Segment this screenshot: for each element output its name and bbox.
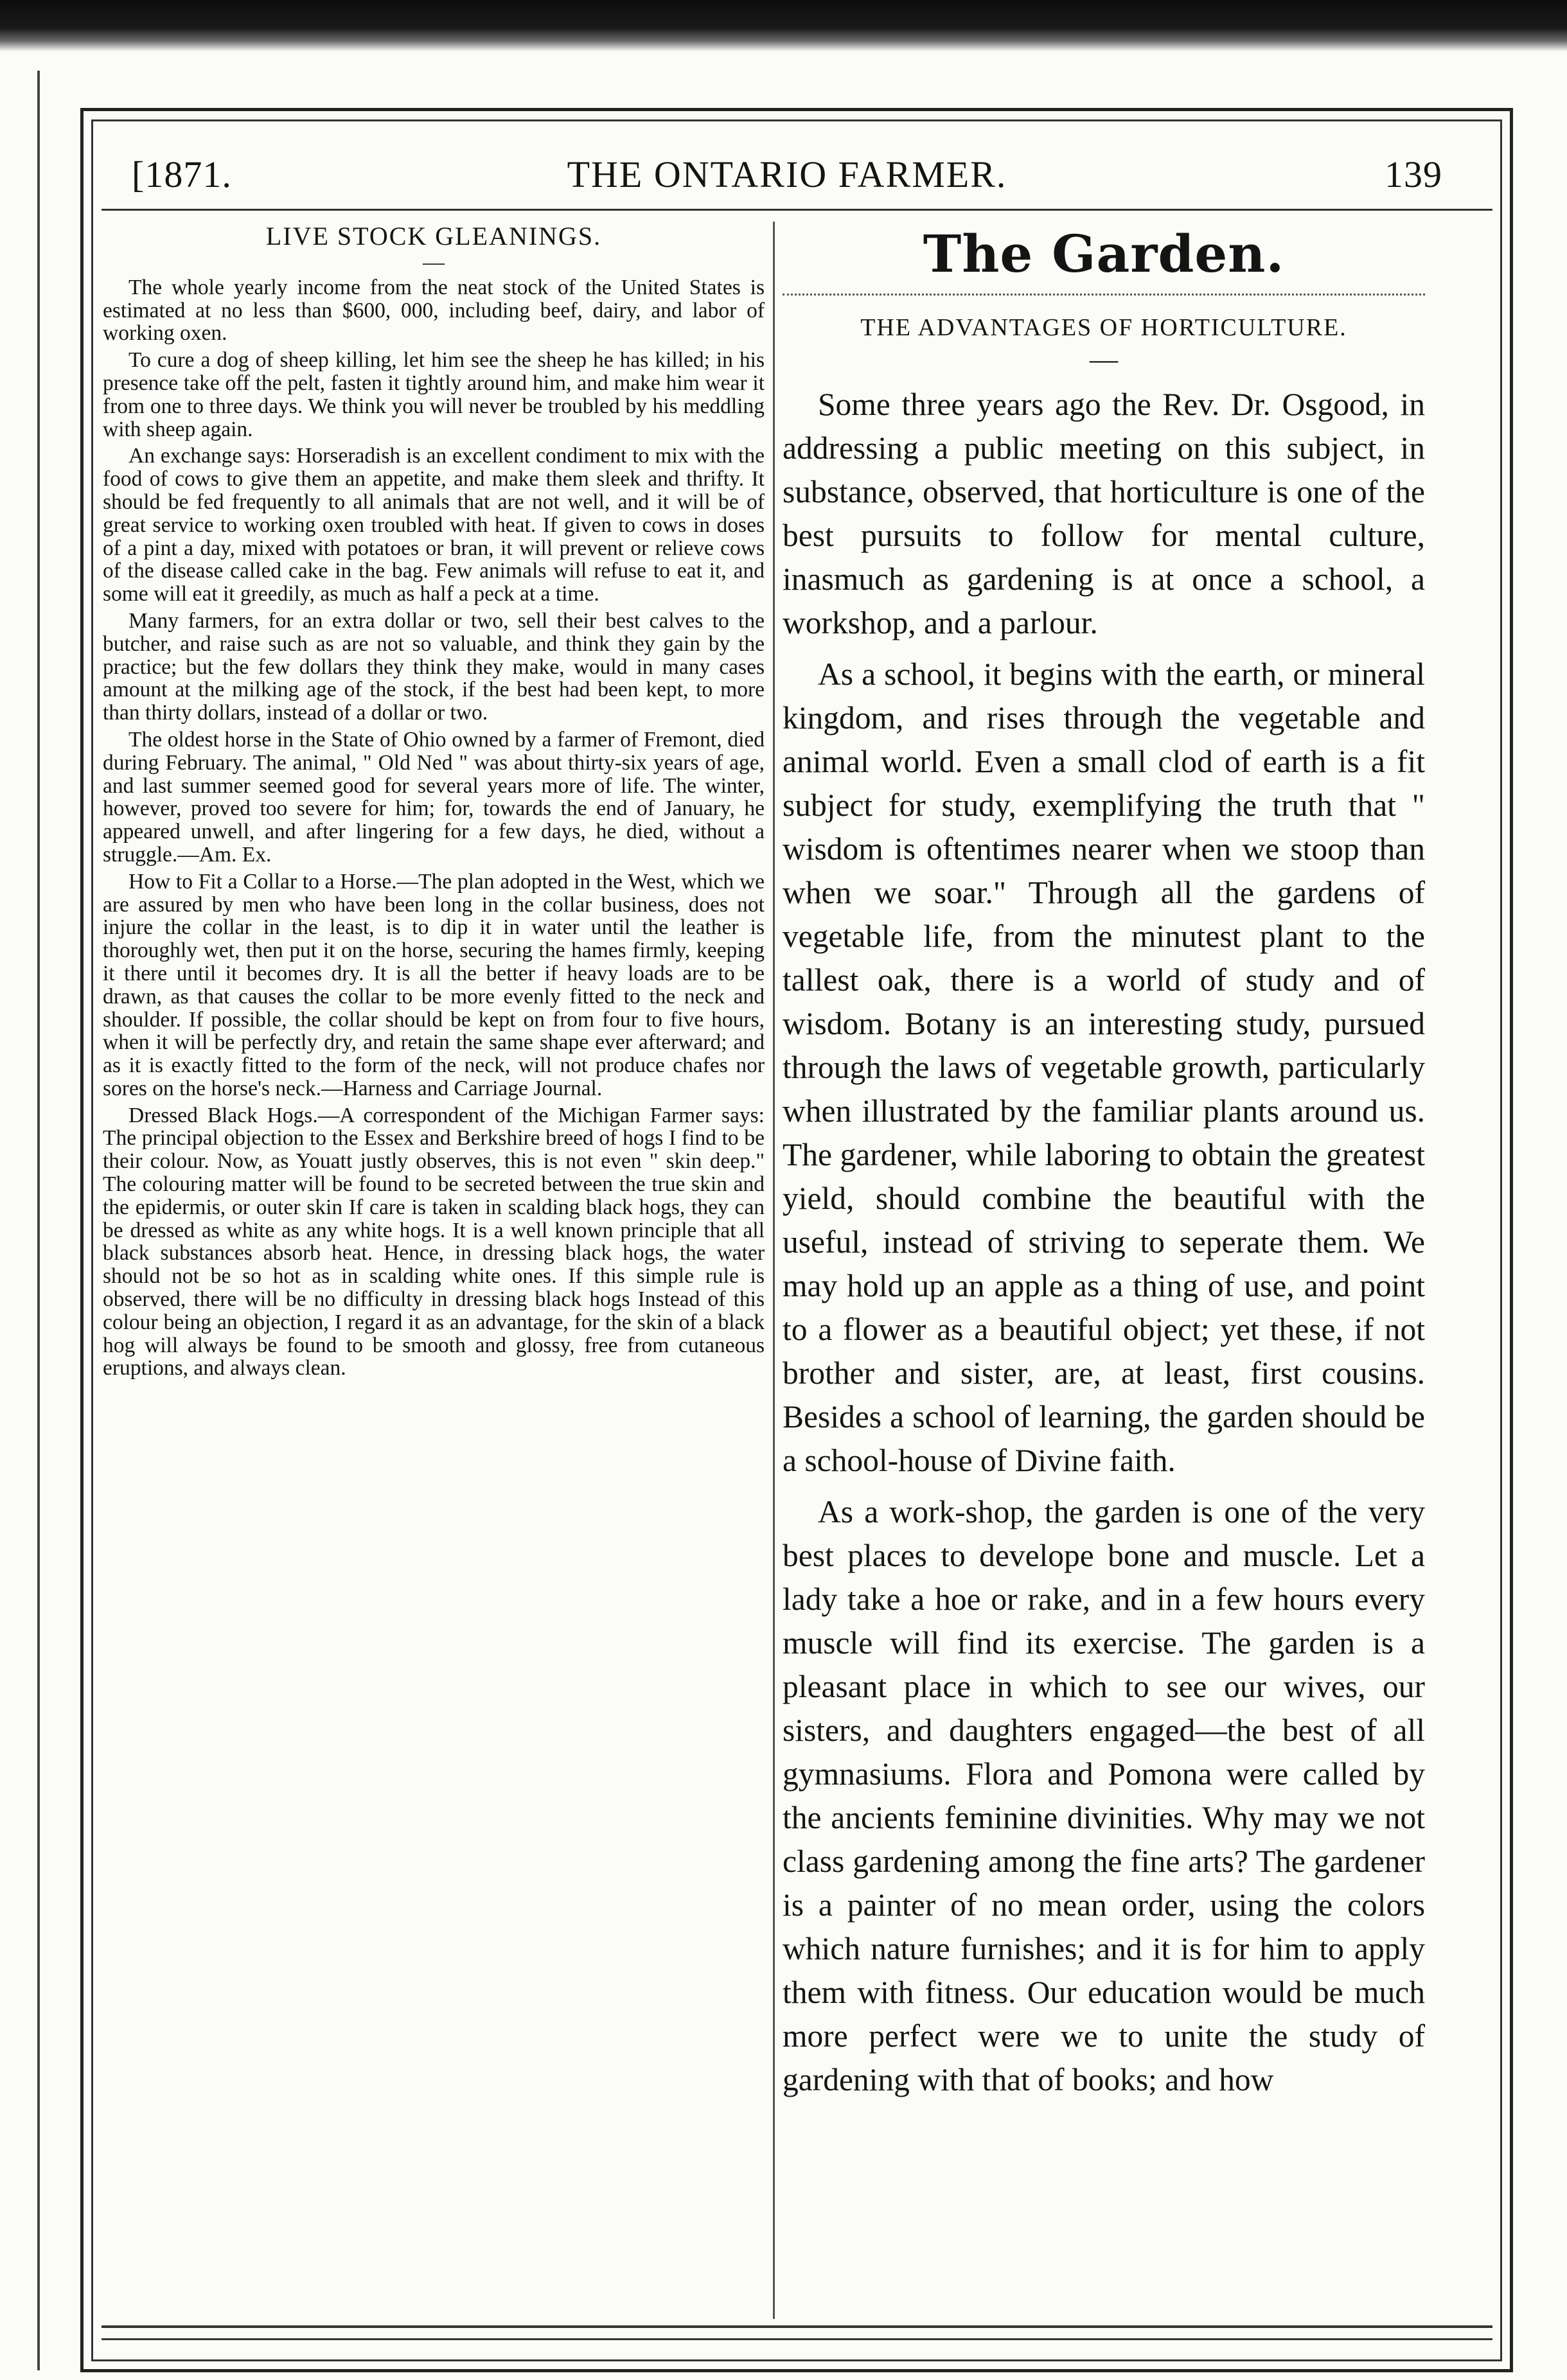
paragraph: As a work-shop, the garden is one of the very best places to develope bone and muscle. Let a lady take a hoe or rake, and in a few hours every muscle will find its exercise. The garden is a pleasant place in which to see our wives, our sisters, and daughters engaged—the best of all gymnasiums. Flora and Pomona were called by the ancients feminine divinities. Why may we not class gardening among the fine arts? The gardener is a painter of no mean order, using the colors which nature furnishes; and it is for him to apply them with fitness. Our education would be much more perfect were we to unite the study of gardening with that of books; and how (783, 1494, 1425, 2097)
paragraph: Dressed Black Hogs.—A correspondent of the Michigan Farmer says: The principal objection to the Essex and Berkshire breed of hogs I find to be their colour. Now, as Youatt justly observes, this is not even " skin deep." The colouring matter will be found to be secreted between the true skin and the epidermis, or outer skin If care is taken in scalding black hogs, they can be dressed as white as any white hogs. It is a well known principle that all black substances absorb heat. Hence, in dressing black hogs, the water should not be so hot as in scalding white ones. If this simple rule is observed, there will be no difficulty in dressing black hogs Instead of this colour being an objection, I regard it as an advantage, for the skin of a black hog will always be found to be smooth and glossy, free from cutaneous eruptions, and always clean. (103, 1103, 765, 1380)
bottom-rule (102, 2325, 1492, 2328)
publication-title: THE ONTARIO FARMER. (567, 154, 1007, 195)
heading-separator: — (1090, 344, 1118, 375)
page-number: 139 (1385, 154, 1442, 195)
bottom-rule (102, 2338, 1492, 2340)
header-rule (102, 209, 1492, 211)
dotted-rule (783, 294, 1425, 295)
article-heading-live-stock: LIVE STOCK GLEANINGS. (265, 222, 602, 251)
paragraph: An exchange says: Horseradish is an excellent condiment to mix with the food of cows to give them an appetite, and make them sleek and thrifty. It should be fed frequently to all animals that are not well, and it will be of great service to working oxen troubled with heat. If given to cows in doses of a pint a day, mixed with potatoes or bran, it will prevent or relieve cows of the disease called cake in the bag. Few animals will refuse to eat it, and some will eat it greedily, as much as half a peck at a time. (103, 444, 765, 606)
right-column (783, 222, 1425, 2102)
running-header (132, 153, 1442, 211)
heading-separator: — (423, 250, 445, 274)
section-title-garden: The Garden. (923, 224, 1285, 284)
header-date: [1871. (132, 154, 232, 195)
paragraph: Some three years ago the Rev. Dr. Osgood, in addressing a public meeting on this subject, in substance, observed, that horticulture is one of the best pursuits to follow for mental culture, inasmuch as gardening is at once a school, a workshop, and a parlour. (783, 387, 1425, 640)
column-divider (773, 222, 775, 2319)
paragraph: How to Fit a Collar to a Horse.—The plan adopted in the West, which we are assured by men who have been long in the collar business, does not injure the collar in the least, is to dip it in water until the leather is thoroughly wet, then put it on the horse, securing the hames firmly, keeping it there until it becomes dry. It is all the better if heavy loads are to be drawn, as that causes the collar to be more evenly fitted to the neck and shoulder. If possible, the collar should be kept on from four to five hours, when it will be perfectly dry, and retain the same shape ever afterward; and as it is exactly fitted to the form of the neck, will not produce chafes nor sores on the horse's neck.—Harness and Carriage Journal. (103, 869, 765, 1100)
left-column (103, 222, 765, 1380)
paragraph: To cure a dog of sheep killing, let him see the sheep he has killed; in his presence take off the pelt, fasten it tightly around him, and make him wear it from one to three days. We think you will never be troubled by his meddling with sheep again. (103, 348, 765, 441)
scan-top-edge (0, 0, 1567, 51)
margin-line (37, 71, 40, 2370)
paragraph: Many farmers, for an extra dollar or two, sell their best calves to the butcher, and raise such as are not so valuable, and think they gain by the practice; but the few dollars they think they make, would in many cases amount at the milking age of the stock, if the best had been kept, to more than thirty dollars, instead of a dollar or two. (103, 608, 765, 725)
paragraph: The oldest horse in the State of Ohio owned by a farmer of Fremont, died during February. The animal, " Old Ned " was about thirty-six years of age, and last summer seemed good for several years more of life. The winter, however, proved too severe for him; for, towards the end of January, he appeared unwell, and after lingering for a few days, he died, without a struggle.—Am. Ex. (103, 727, 765, 867)
article-heading-horticulture: THE ADVANTAGES OF HORTICULTURE. (860, 314, 1347, 341)
paragraph: As a school, it begins with the earth, or mineral kingdom, and rises through the vegetable and animal world. Even a small clod of earth is a fit subject for study, exemplifying the truth that " wisdom is oftentimes nearer when we stoop than when we soar." Through all the gardens of vegetable life, from the minutest plant to the tallest oak, there is a world of study and of wisdom. Botany is an interesting study, pursued through the laws of vegetable growth, particularly when illustrated by the familiar plants around us. The gardener, while laboring to obtain the greatest yield, should combine the beautiful with the useful, instead of striving to seperate them. We may hold up an apple as a thing of use, and point to a flower as a beautiful object; yet these, if not brother and sister, are, at least, first cousins. Besides a school of learning, the garden should be a school-house of Divine faith. (783, 657, 1425, 1478)
paragraph: The whole yearly income from the neat stock of the United States is estimated at no less than $600, 000, including beef, dairy, and labor of working oxen. (103, 275, 765, 346)
